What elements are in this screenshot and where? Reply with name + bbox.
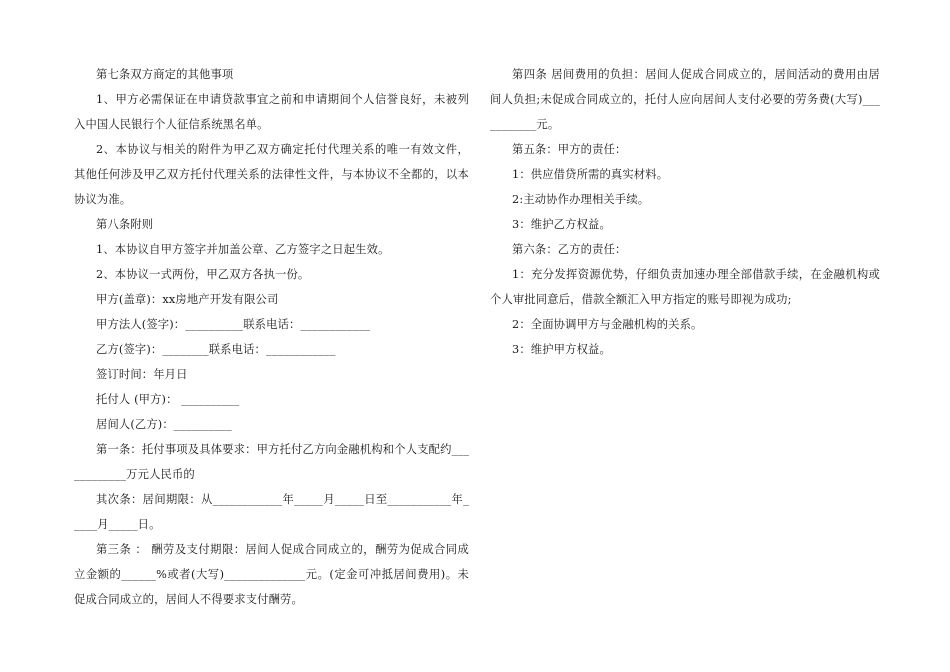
article-8-clause-1: 1、本协议自甲方签字并加盖公章、乙方签字之日起生效。 (96, 243, 390, 256)
article-6-heading: 第六条：乙方的责任： (512, 243, 627, 256)
right-column (490, 62, 880, 362)
article-4-paragraph: 第四条 居间费用的负担：居间人促成合同成立的，居间活动的费用由居间人负担;未促成合同成立的，托付人应向居间人支付必要的劳务费(大写)___________元。 (490, 68, 880, 131)
article-8-clause-2: 2、本协议一式两份，甲乙双方各执一份。 (96, 268, 310, 281)
article-5-item-1: 1：供应借贷所需的真实材料。 (512, 168, 669, 181)
party-a-seal-line: 甲方(盖章)：xx房地产开发有限公司 (96, 293, 279, 306)
article-5-item-2: 2:主动协作办理相关手续。 (512, 193, 650, 206)
article-6-item-3: 3：维护甲方权益。 (512, 343, 611, 356)
article-7-clause-1: 1、甲方必需保证在申请贷款事宜之前和申请期间个人信誉良好，未被列入中国人民银行个人征信系统黑名单。 (74, 93, 469, 131)
article-2-paragraph: 其次条：居间期限：从____________年_____月_____日至___________年_____月_____日。 (74, 493, 469, 531)
article-7-clause-2: 2、本协议与相关的附件为甲乙双方确定托付代理关系的唯一有效文件，其他任何涉及甲乙双方托付代理关系的法律性文件，与本协议不全都的，以本协议为准。 (74, 143, 469, 206)
article-3-paragraph: 第三条 ： 酬劳及支付期限：居间人促成合同成立的，酬劳为促成合同成立金额的______%或者(大写)______________元。(定金可冲抵居间费用)。未促成合同成立的，居间人不得要求支付酬劳。 (74, 543, 469, 606)
article-5-heading: 第五条：甲方的责任： (512, 143, 627, 156)
article-5-item-3: 3：维护乙方权益。 (512, 218, 611, 231)
intermediary-line: 居间人(乙方)：__________ (96, 418, 232, 431)
party-b-signature-line: 乙方(签字)：________联系电话：____________ (96, 343, 336, 356)
article-7-heading: 第七条双方商定的其他事项 (96, 68, 234, 81)
principal-line: 托付人 (甲方)： __________ (96, 393, 240, 406)
article-6-item-1: 1：充分发挥资源优势，仔细负责加速办理全部借款手续，在金融机构或个人审批同意后，借款全额汇入甲方指定的账号即视为成功; (490, 268, 880, 306)
article-8-heading: 第八条附则 (96, 218, 154, 231)
party-a-legal-rep-line: 甲方法人(签字)：__________联系电话：____________ (96, 318, 371, 331)
article-1-paragraph: 第一条：托付事项及具体要求：甲方托付乙方向金融机构和个人支配约____________万元人民币的 (74, 443, 469, 481)
left-column (74, 62, 469, 612)
signing-date-line: 签订时间：年月日 (96, 368, 188, 381)
article-6-item-2: 2：全面协调甲方与金融机构的关系。 (512, 318, 703, 331)
